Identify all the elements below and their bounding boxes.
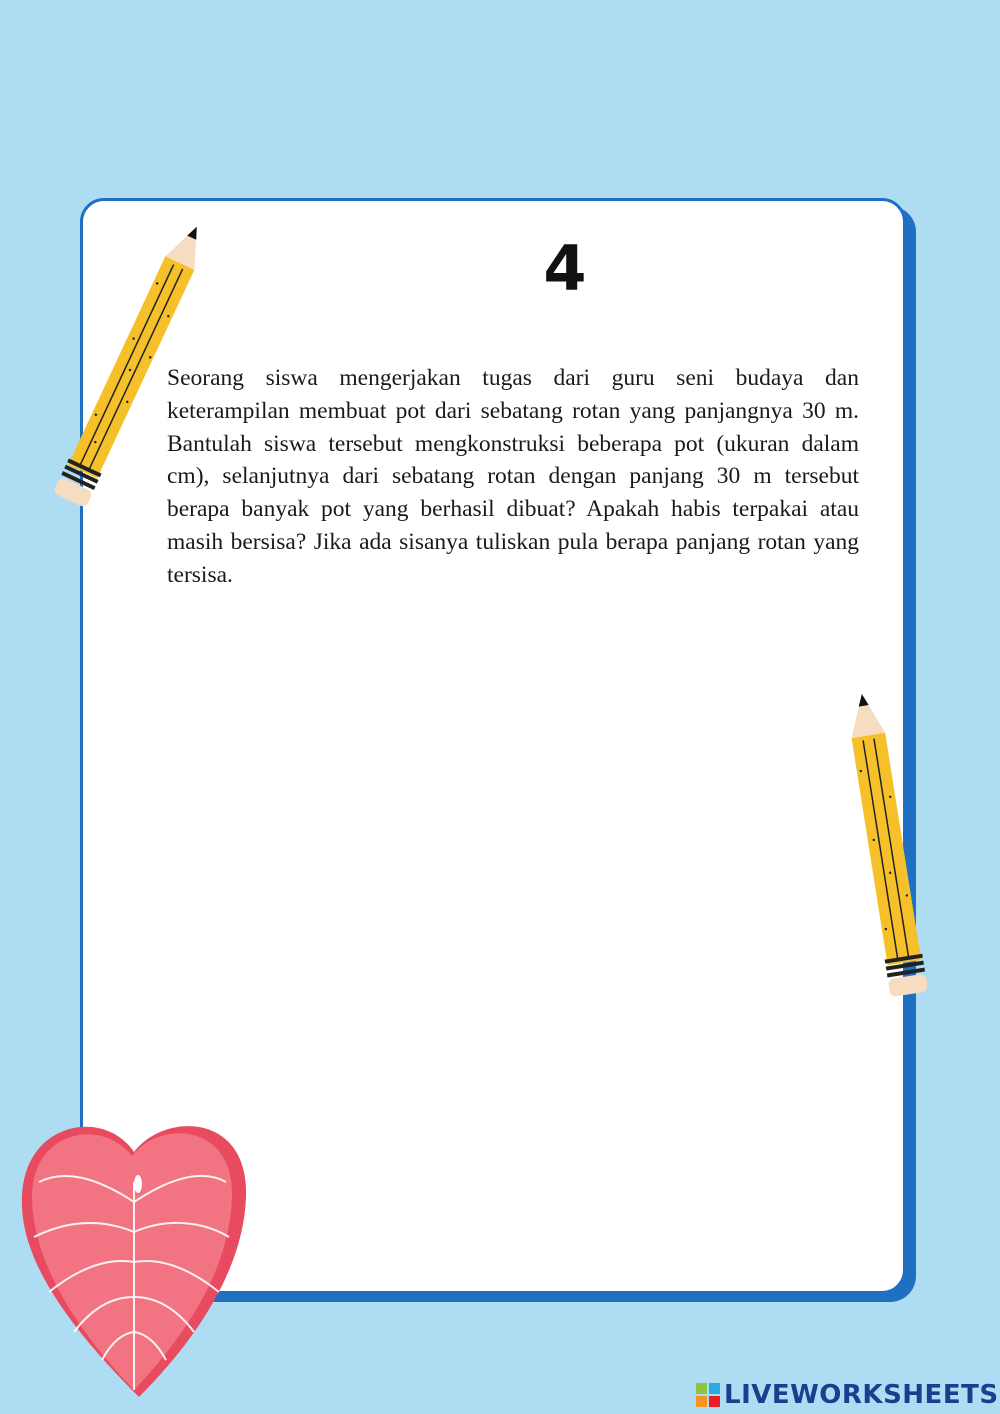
- liveworksheets-logo-icon: [696, 1383, 720, 1407]
- question-text: Seorang siswa mengerjakan tugas dari guru seni budaya dan keterampilan membuat pot dari sebatang rotan yang panjangnya 30 m. Bantulah siswa tersebut mengkonstruksi beberapa pot (ukuran dalam cm), selanjutnya dari sebatang rotan dengan panjang 30 m tersebut berapa banyak pot yang berhasil dibuat? Apakah habis terpakai atau masih bersisa? Jika ada sisanya tuliskan pula berapa panjang rotan yang tersisa.: [167, 365, 859, 588]
- liveworksheets-brand: [696, 1378, 999, 1412]
- brand-name: LIVEWORKSHEETS: [724, 1380, 999, 1410]
- leaf-icon: [14, 1112, 254, 1402]
- pencil-right-icon: [812, 688, 962, 1018]
- page-number: 4: [543, 232, 587, 305]
- pencil-left-icon: [30, 210, 220, 530]
